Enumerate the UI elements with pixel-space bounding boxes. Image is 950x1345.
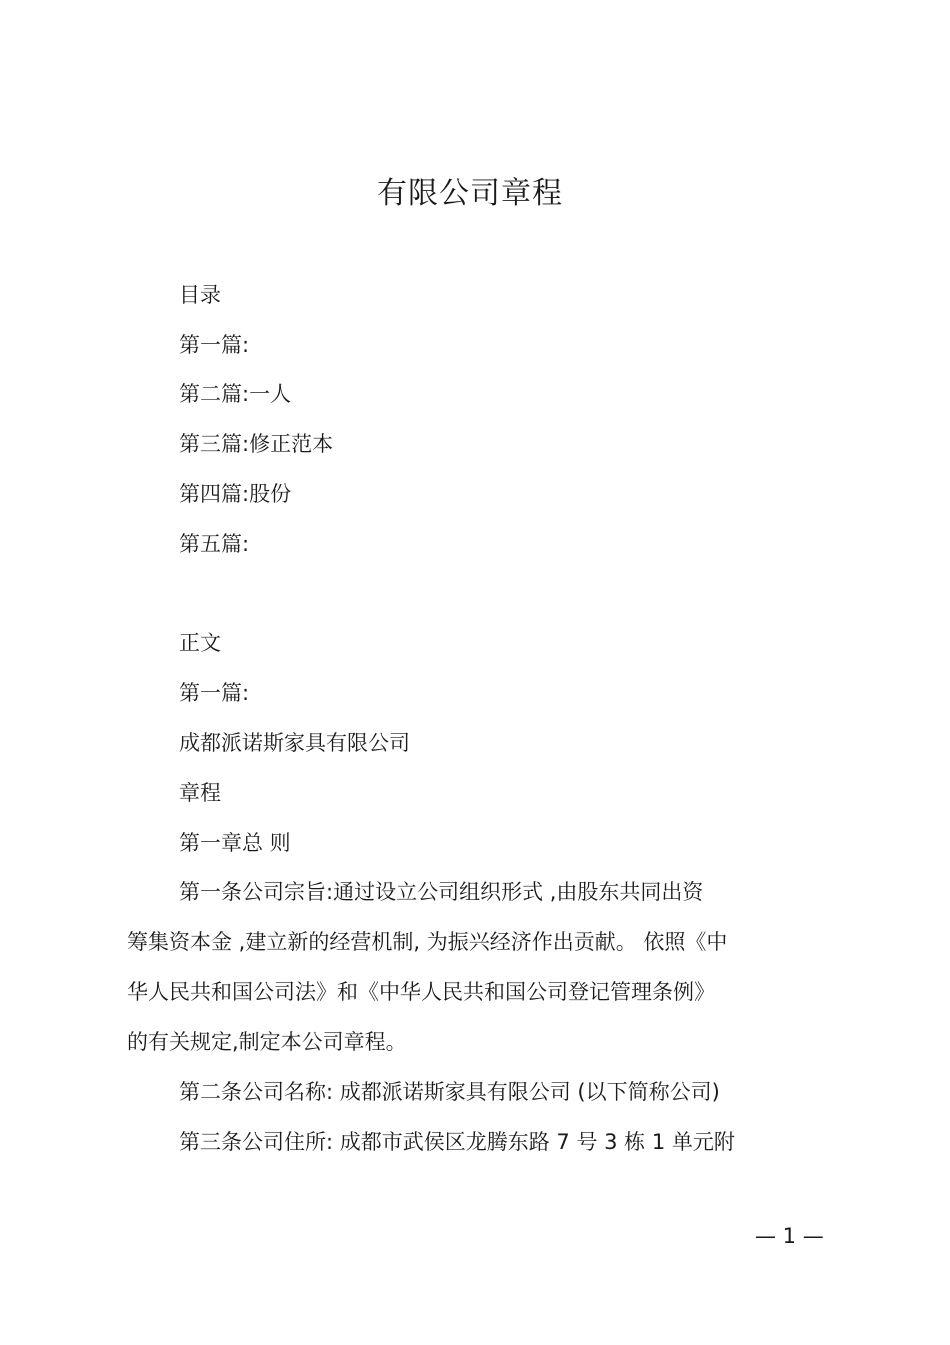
toc-item: 第一篇: [179,333,250,357]
page-number: — 1 — [755,1224,824,1248]
document-title: 有限公司章程 [377,176,563,211]
body-heading: 正文 [179,631,221,655]
article-2: 第二条公司名称: 成都派诺斯家具有限公司 (以下简称公司) [179,1080,720,1104]
toc-item: 第三篇:修正范本 [179,432,334,456]
toc-item: 第五篇: [179,532,250,556]
chapter-heading: 第一章总 则 [179,831,291,855]
article-1-line: 第一条公司宗旨:通过设立公司组织形式 ,由股东共同出资 [179,880,704,904]
article-3: 第三条公司住所: 成都市武侯区龙腾东路 7 号 3 栋 1 单元附 [179,1130,735,1154]
doc-name: 章程 [179,781,221,805]
article-1-line: 华人民共和国公司法》和《中华人民共和国公司登记管理条例》 [127,980,715,1004]
toc-item: 第二篇:一人 [179,382,292,406]
article-1-line: 的有关规定,制定本公司章程。 [127,1030,407,1054]
toc-item: 第四篇:股份 [179,482,292,506]
part-label: 第一篇: [179,681,250,705]
toc-heading: 目录 [179,283,221,307]
article-1-line: 筹集资本金 ,建立新的经营机制, 为振兴经济作出贡献。 依照《中 [127,930,728,954]
company-name: 成都派诺斯家具有限公司 [179,731,410,755]
